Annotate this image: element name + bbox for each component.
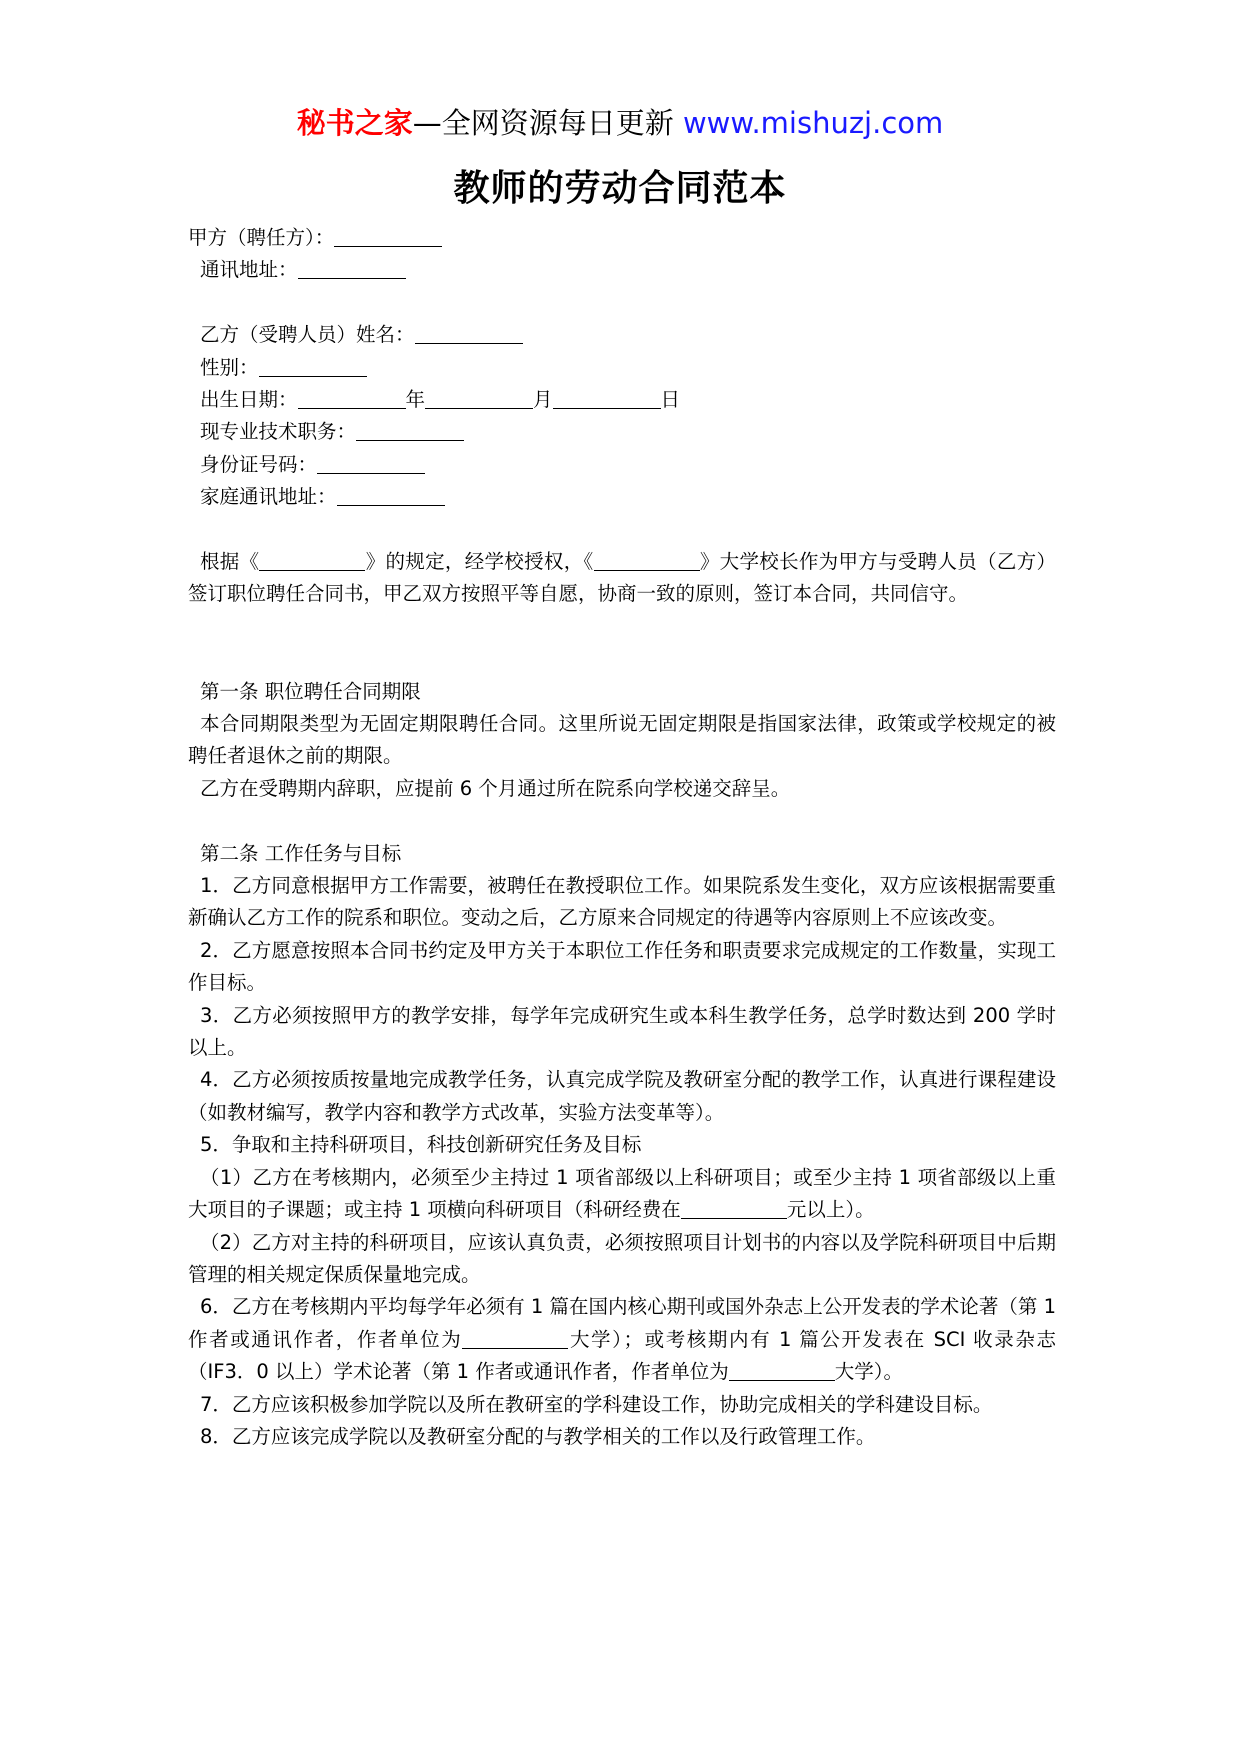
article-1-heading: 第一条 职位聘任合同期限 xyxy=(200,679,421,703)
article-2-item-6 xyxy=(188,1291,1056,1388)
preamble-text-1: 根据《 xyxy=(200,550,260,574)
party-b-gender-field xyxy=(188,352,1056,384)
article-2-item: 5．争取和主持科研项目，科技创新研究任务及目标 xyxy=(200,1133,642,1157)
id-number-label: 身份证号码： xyxy=(200,452,318,476)
party-a-field xyxy=(188,222,1056,254)
sci-author-university-blank[interactable] xyxy=(729,1360,835,1381)
article-2-heading: 第二条 工作任务与目标 xyxy=(200,841,402,865)
party-a-address-blank[interactable] xyxy=(298,258,406,279)
spacer xyxy=(188,514,1056,546)
party-a-address-label: 通讯地址： xyxy=(200,258,298,282)
spacer xyxy=(188,643,1056,675)
university-name-blank[interactable] xyxy=(594,550,700,571)
spacer xyxy=(188,805,1056,837)
job-title-field xyxy=(188,416,1056,448)
item-6-text-a: 6．乙方在考核期内平均每学年必须有 1 篇在国内核心期刊或国外杂志上公开发表的学术论著（第 1 作者或通讯作者，作者单位为 xyxy=(188,1295,1056,1351)
article-2-item: 3．乙方必须按照甲方的教学安排，每学年完成研究生或本科生教学任务，总学时数达到 200 学时以上。 xyxy=(188,1003,1056,1060)
home-address-field xyxy=(188,481,1056,513)
article-2-item: 1．乙方同意根据甲方工作需要，被聘任在教授职位工作。如果院系发生变化，双方应该根据需要重新确认乙方工作的院系和职位。变动之后，乙方原来合同规定的待遇等内容原则上不应该改变。 xyxy=(188,874,1056,930)
party-b-name-blank[interactable] xyxy=(415,323,523,344)
article-1-paragraph: 乙方在受聘期内辞职，应提前 6 个月通过所在院系向学校递交辞呈。 xyxy=(200,776,791,800)
document-body xyxy=(188,222,1056,1453)
article-2-item-5-sub-2: （2）乙方对主持的科研项目，应该认真负责，必须按照项目计划书的内容以及学院科研项目中后期管理的相关规定保质保量地完成。 xyxy=(188,1230,1056,1286)
author-university-blank[interactable] xyxy=(462,1328,568,1349)
year-label: 年 xyxy=(405,388,426,412)
article-1-paragraph: 本合同期限类型为无固定期限聘任合同。这里所说无固定期限是指国家法律，政策或学校规定的被聘任者退休之前的期限。 xyxy=(188,712,1056,768)
job-title-label: 现专业技术职务： xyxy=(200,420,357,444)
party-a-label: 甲方（聘任方）： xyxy=(188,226,335,249)
item-6-text-b: 大学）；或考核期内有 1 篇公开发表在 SCI 收录杂志（IF3．0 以上）学术论著（第 1 作者或通讯作者，作者单位为 xyxy=(188,1327,1056,1384)
month-label: 月 xyxy=(533,388,553,412)
gender-label: 性别： xyxy=(200,355,259,379)
article-2-item-5-sub-1 xyxy=(188,1162,1056,1227)
home-address-label: 家庭通讯地址： xyxy=(200,485,337,509)
article-2-item-8: 8．乙方应该完成学院以及教研室分配的与教学相关的工作以及行政管理工作。 xyxy=(200,1424,876,1448)
birth-label: 出生日期： xyxy=(200,388,298,412)
gender-blank[interactable] xyxy=(259,356,367,377)
birth-month-blank[interactable] xyxy=(425,388,533,409)
spacer xyxy=(188,611,1056,643)
article-2-item: 4．乙方必须按质按量地完成教学任务，认真完成学院及教研室分配的教学工作，认真进行课程建设（如教材编写，教学内容和教学方式改革，实验方法变革等）。 xyxy=(188,1068,1056,1124)
party-a-address-field xyxy=(188,254,1056,286)
birth-date-field xyxy=(188,384,1056,416)
preamble-text-3: 》大学校长作为甲方与受聘人员（乙方）签订职位聘任合同书，甲乙双方按照平等自愿，协商一致的原则，签订本合同，共同信守。 xyxy=(188,550,1056,606)
spacer xyxy=(188,287,1056,319)
preamble-text-2: 》的规定，经学校授权，《 xyxy=(365,550,594,574)
party-b-name-label: 乙方（受聘人员）姓名： xyxy=(200,323,415,347)
party-a-blank[interactable] xyxy=(334,226,442,247)
site-url-link[interactable]: www.mishuzj.com xyxy=(682,106,944,140)
article-2-item-7: 7．乙方应该积极参加学院以及所在教研室的学科建设工作，协助完成相关的学科建设目标。 xyxy=(200,1392,993,1416)
regulation-name-blank[interactable] xyxy=(259,550,365,571)
brand-name: 秘书之家 xyxy=(296,106,413,140)
sub-1-text-a: （1）乙方在考核期内，必须至少主持过 1 项省部级以上科研项目；或至少主持 1 项省部级以上重大项目的子课题；或主持 1 项横向科研项目（科研经费在 xyxy=(188,1165,1056,1222)
item-6-text-c: 大学）。 xyxy=(834,1360,904,1384)
id-number-field xyxy=(188,449,1056,481)
day-label: 日 xyxy=(660,388,681,412)
birth-day-blank[interactable] xyxy=(553,388,661,409)
birth-year-blank[interactable] xyxy=(298,388,406,409)
document-title: 教师的劳动合同范本 xyxy=(453,168,787,209)
preamble-paragraph xyxy=(188,546,1056,611)
job-title-blank[interactable] xyxy=(356,420,464,441)
sub-1-text-b: 元以上）。 xyxy=(786,1198,875,1222)
home-address-blank[interactable] xyxy=(337,485,445,506)
site-banner xyxy=(0,103,1240,143)
party-b-name-field xyxy=(188,319,1056,351)
article-2-item: 2．乙方愿意按照本合同书约定及甲方关于本职位工作任务和职责要求完成规定的工作数量，实现工作目标。 xyxy=(188,938,1056,995)
banner-tagline: —全网资源每日更新 xyxy=(412,106,674,140)
id-number-blank[interactable] xyxy=(317,453,425,474)
research-funding-blank[interactable] xyxy=(681,1198,787,1219)
